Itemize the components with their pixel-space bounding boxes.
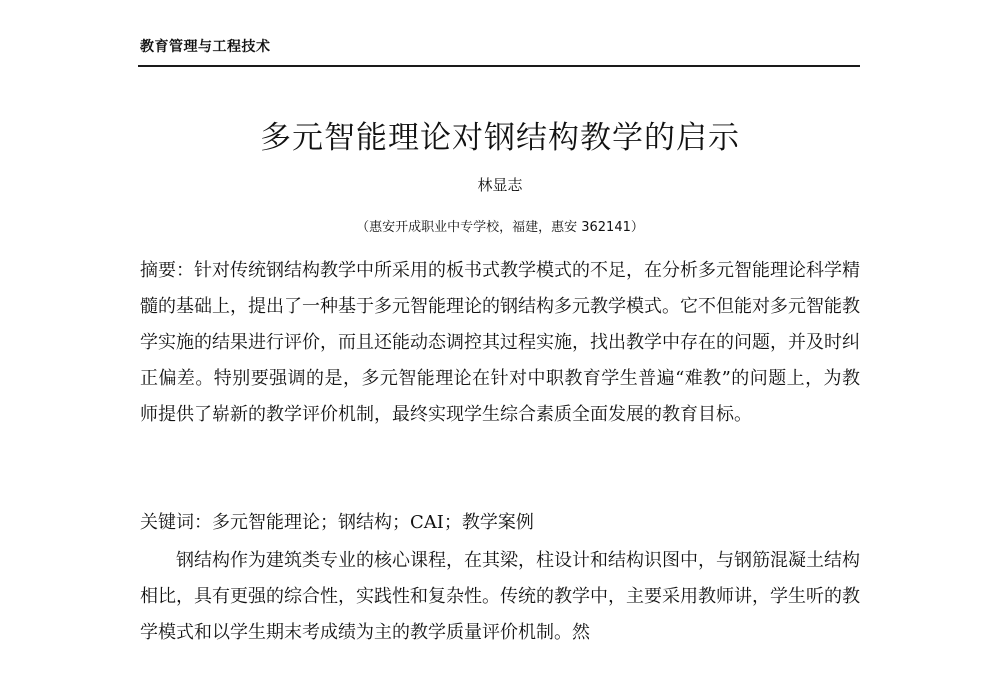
article-affiliation: （惠安开成职业中专学校，福建，惠安 362141） [356,220,644,235]
article-author: 林显志 [477,176,523,194]
keywords-label: 关键词： [140,512,212,533]
intro-paragraph: 钢结构作为建筑类专业的核心课程，在其梁，柱设计和结构识图中，与钢筋混凝土结构相比，具有更强的综合性，实践性和复杂性。传统的教学中，主要采用教师讲，学生听的教学模式和以学生期末考成绩为主的教学质量评价机制。然 [140,550,860,643]
abstract-paragraph [140,253,860,433]
header-rule [138,65,860,67]
keywords-paragraph [140,505,860,541]
abstract-text: 针对传统钢结构教学中所采用的板书式教学模式的不足，在分析多元智能理论科学精髓的基础上，提出了一种基于多元智能理论的钢结构多元教学模式。它不但能对多元智能教学实施的结果进行评价，而且还能动态调控其过程实施，找出教学中存在的问题，并及时纠正偏差。特别要强调的是，多元智能理论在针对中职教育学生普遍“难教”的问题上，为教师提供了崭新的教学评价机制，最终实现学生综合素质全面发展的教育目标。 [140,260,860,425]
article-title: 多元智能理论对钢结构教学的启示 [260,120,740,156]
keywords-text: 多元智能理论；钢结构；CAI；教学案例 [212,512,534,533]
journal-header: 教育管理与工程技术 [140,39,271,55]
abstract-label: 摘要： [140,260,194,281]
